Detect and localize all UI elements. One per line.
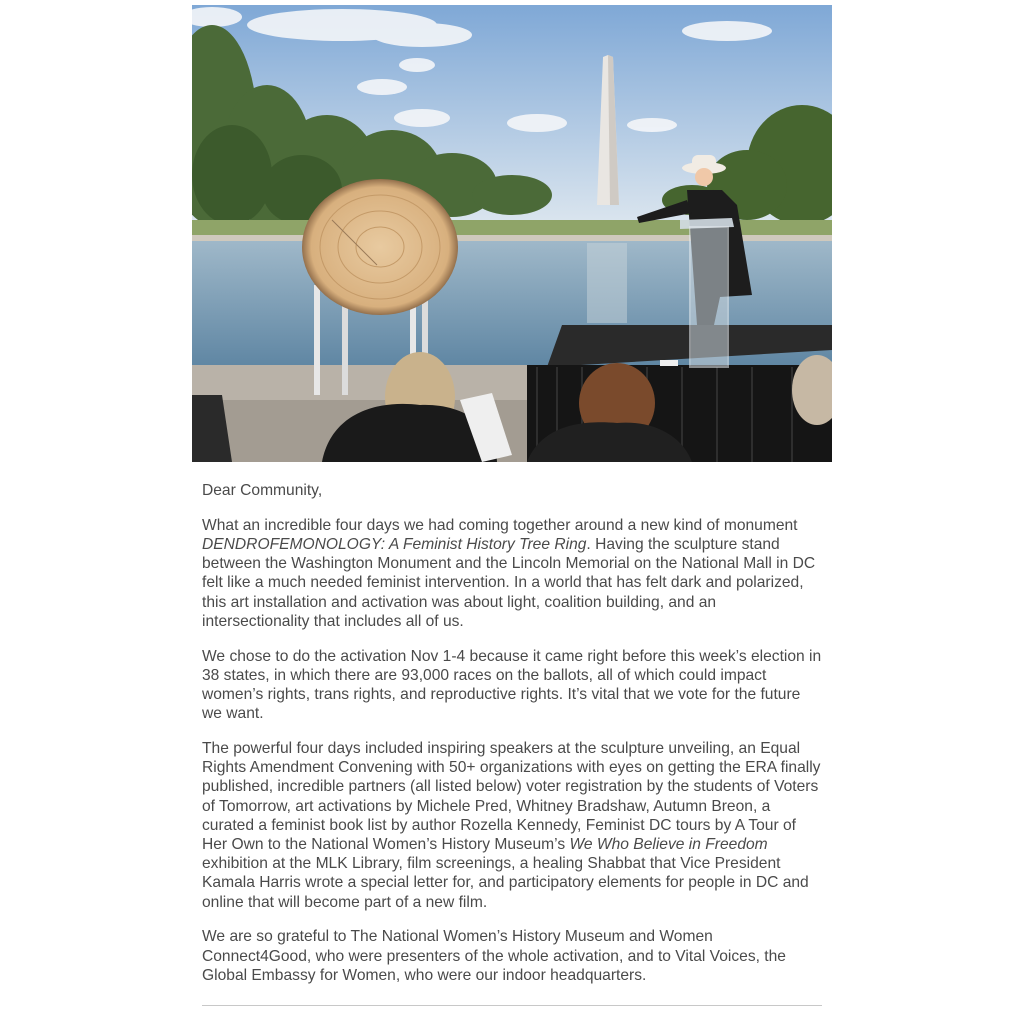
paragraph-4: We are so grateful to The National Women’s History Museum and Women Connect4Good, who were presenters of the whole activation, and to Vital Voices, the Global Embassy for Women, who were our indoor headquarters. [202,928,786,984]
paragraph-1 [202,516,824,631]
paragraph-3 [202,739,824,912]
letter-body [202,481,824,1001]
artwork-title: DENDROFEMONOLOGY: A Feminist History Tree Ring [202,536,587,553]
paragraph-3-text-a: The powerful four days included inspiring speakers at the sculpture unveiling, an Equal Rights Amendment Convening with 50+ organizations with eyes on getting the ERA finally published, incredible partners (all listed below) voter registration by the students of Voters of Tomorrow, art activations by Michele Pred, Whitney Bradshaw, Autumn Breon, a curated a feminist book list by author Rozella Kennedy, Feminist DC tours by A Tour of Her Own to the National Women’s History Museum’s [202,740,821,854]
exhibit-title: We Who Believe in Freedom [569,836,768,854]
paragraph-2: We chose to do the activation Nov 1-4 because it came right before this week’s election in 38 states, in which there are 93,000 races on the ballots, all of which could impact women’s rights, trans rights, and reproductive rights. It’s vital that we vote for the future we want. [202,647,822,723]
hero-photo [192,5,832,462]
section-divider [202,1005,822,1006]
paragraph-3-text-b: exhibition at the MLK Library, film screenings, a healing Shabbat that Vice President Kamala Harris wrote a special letter for, and participatory elements for people in DC and online that will become part of a new film. [202,855,809,911]
paragraph-1-text-b: . Having the sculpture stand between the Washington Monument and the Lincoln Memorial on the National Mall in DC felt like a much needed feminist intervention. In a world that has felt dark and polarized, this art installation and activation was about light, coalition building, and an intersectionality that includes all of us. [202,536,816,630]
hero-photo-illustration [192,5,832,462]
greeting: Dear Community, [202,482,323,499]
paragraph-1-text-a: What an incredible four days we had coming together around a new kind of monument [202,516,798,534]
